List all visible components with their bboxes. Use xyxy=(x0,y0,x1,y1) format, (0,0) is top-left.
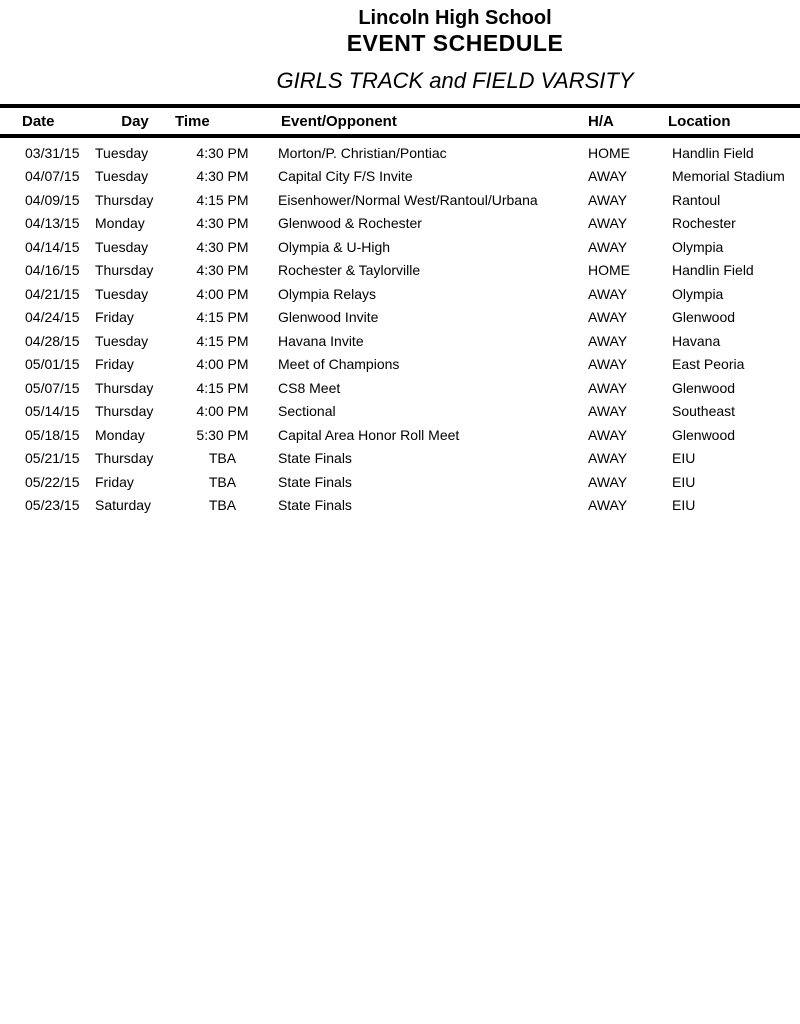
cell-date: 04/16/15 xyxy=(25,262,80,279)
cell-day: Tuesday xyxy=(95,238,149,255)
cell-ha: AWAY xyxy=(588,356,628,373)
cell-event: CS8 Meet xyxy=(278,379,341,396)
cell-event: Capital City F/S Invite xyxy=(278,168,413,185)
cell-day: Friday xyxy=(95,309,134,326)
table-row xyxy=(0,470,800,494)
cell-time: 4:00 PM xyxy=(196,403,249,420)
cell-time: 4:30 PM xyxy=(196,238,249,255)
cell-day: Thursday xyxy=(95,262,154,279)
cell-day: Friday xyxy=(95,356,134,373)
cell-time: 4:15 PM xyxy=(196,332,249,349)
cell-event: Glenwood Invite xyxy=(278,309,379,326)
cell-ha: AWAY xyxy=(588,332,628,349)
cell-day: Thursday xyxy=(95,191,154,208)
cell-date: 04/24/15 xyxy=(25,309,80,326)
table-row xyxy=(0,353,800,377)
table-row xyxy=(0,188,800,212)
cell-day: Saturday xyxy=(95,497,152,514)
cell-date: 05/23/15 xyxy=(25,497,80,514)
table-row xyxy=(0,494,800,518)
cell-day: Tuesday xyxy=(95,285,149,302)
document-header xyxy=(0,0,800,94)
cell-location: Olympia xyxy=(672,238,724,255)
cell-day: Tuesday xyxy=(95,168,149,185)
cell-date: 04/13/15 xyxy=(25,215,80,232)
cell-date: 04/07/15 xyxy=(25,168,80,185)
cell-time: 5:30 PM xyxy=(196,426,249,443)
cell-location: EIU xyxy=(672,497,696,514)
cell-ha: HOME xyxy=(588,144,630,161)
cell-date: 05/01/15 xyxy=(25,356,80,373)
cell-location: Glenwood xyxy=(672,426,736,443)
cell-event: Glenwood & Rochester xyxy=(278,215,422,232)
cell-date: 04/28/15 xyxy=(25,332,80,349)
cell-time: TBA xyxy=(208,473,237,490)
cell-date: 05/07/15 xyxy=(25,379,80,396)
cell-time: 4:15 PM xyxy=(196,379,249,396)
cell-location: Memorial Stadium xyxy=(672,168,785,185)
col-header-date: Date xyxy=(0,106,95,136)
cell-time: 4:30 PM xyxy=(196,215,249,232)
cell-event: State Finals xyxy=(278,497,352,514)
table-row xyxy=(0,282,800,306)
cell-date: 04/09/15 xyxy=(25,191,80,208)
cell-ha: HOME xyxy=(588,262,630,279)
table-row xyxy=(0,329,800,353)
cell-time: 4:30 PM xyxy=(196,144,249,161)
table-row xyxy=(0,165,800,189)
table-row xyxy=(0,212,800,236)
col-header-time: Time xyxy=(175,106,270,136)
cell-event: Olympia Relays xyxy=(278,285,377,302)
cell-time: 4:00 PM xyxy=(196,285,249,302)
cell-day: Tuesday xyxy=(95,332,149,349)
cell-location: Glenwood xyxy=(672,309,736,326)
cell-event: Capital Area Honor Roll Meet xyxy=(278,426,460,443)
cell-location: Handlin Field xyxy=(672,262,754,279)
cell-date: 05/14/15 xyxy=(25,403,80,420)
cell-ha: AWAY xyxy=(588,403,628,420)
table-row xyxy=(0,259,800,283)
cell-date: 04/14/15 xyxy=(25,238,80,255)
table-row xyxy=(0,447,800,471)
cell-location: Southeast xyxy=(672,403,736,420)
cell-day: Monday xyxy=(95,215,145,232)
col-header-ha: H/A xyxy=(580,106,660,136)
schedule-subtitle: GIRLS TRACK and FIELD VARSITY xyxy=(276,68,634,93)
cell-time: TBA xyxy=(208,497,237,514)
cell-location: East Peoria xyxy=(672,356,745,373)
cell-event: State Finals xyxy=(278,450,352,467)
col-header-day: Day xyxy=(95,106,175,136)
table-row xyxy=(0,400,800,424)
cell-date: 04/21/15 xyxy=(25,285,80,302)
cell-event: Sectional xyxy=(278,403,336,420)
cell-location: EIU xyxy=(672,450,696,467)
cell-ha: AWAY xyxy=(588,285,628,302)
cell-day: Thursday xyxy=(95,379,154,396)
cell-event: Rochester & Taylorville xyxy=(278,262,421,279)
cell-time: 4:00 PM xyxy=(196,356,249,373)
col-header-location: Location xyxy=(660,106,800,136)
table-row xyxy=(0,235,800,259)
cell-event: State Finals xyxy=(278,473,352,490)
cell-event: Meet of Champions xyxy=(278,356,400,373)
cell-ha: AWAY xyxy=(588,215,628,232)
cell-time: 4:15 PM xyxy=(196,309,249,326)
schedule-table xyxy=(0,104,800,517)
cell-ha: AWAY xyxy=(588,450,628,467)
cell-date: 05/21/15 xyxy=(25,450,80,467)
table-row xyxy=(0,141,800,165)
cell-event: Eisenhower/Normal West/Rantoul/Urbana xyxy=(278,191,538,208)
table-row xyxy=(0,306,800,330)
cell-location: EIU xyxy=(672,473,696,490)
page-title: EVENT SCHEDULE xyxy=(346,30,564,56)
cell-day: Tuesday xyxy=(95,144,149,161)
cell-event: Morton/P. Christian/Pontiac xyxy=(278,144,447,161)
cell-event: Olympia & U-High xyxy=(278,238,391,255)
cell-ha: AWAY xyxy=(588,379,628,396)
cell-time: 4:30 PM xyxy=(196,168,249,185)
cell-ha: AWAY xyxy=(588,191,628,208)
cell-location: Rochester xyxy=(672,215,736,232)
school-name: Lincoln High School xyxy=(358,7,552,29)
col-header-event: Event/Opponent xyxy=(270,106,580,136)
cell-day: Thursday xyxy=(95,450,154,467)
cell-time: 4:15 PM xyxy=(196,191,249,208)
cell-ha: AWAY xyxy=(588,497,628,514)
cell-time: 4:30 PM xyxy=(196,262,249,279)
cell-ha: AWAY xyxy=(588,309,628,326)
cell-ha: AWAY xyxy=(588,168,628,185)
table-row xyxy=(0,423,800,447)
cell-day: Thursday xyxy=(95,403,154,420)
cell-day: Monday xyxy=(95,426,145,443)
cell-ha: AWAY xyxy=(588,426,628,443)
cell-ha: AWAY xyxy=(588,473,628,490)
cell-ha: AWAY xyxy=(588,238,628,255)
cell-time: TBA xyxy=(208,450,237,467)
cell-location: Havana xyxy=(672,332,721,349)
cell-date: 03/31/15 xyxy=(25,144,80,161)
table-header-row xyxy=(0,106,800,136)
schedule-body xyxy=(0,136,800,517)
cell-date: 05/22/15 xyxy=(25,473,80,490)
cell-date: 05/18/15 xyxy=(25,426,80,443)
cell-event: Havana Invite xyxy=(278,332,364,349)
cell-day: Friday xyxy=(95,473,134,490)
table-row xyxy=(0,376,800,400)
cell-location: Olympia xyxy=(672,285,724,302)
cell-location: Handlin Field xyxy=(672,144,754,161)
cell-location: Glenwood xyxy=(672,379,736,396)
cell-location: Rantoul xyxy=(672,191,721,208)
